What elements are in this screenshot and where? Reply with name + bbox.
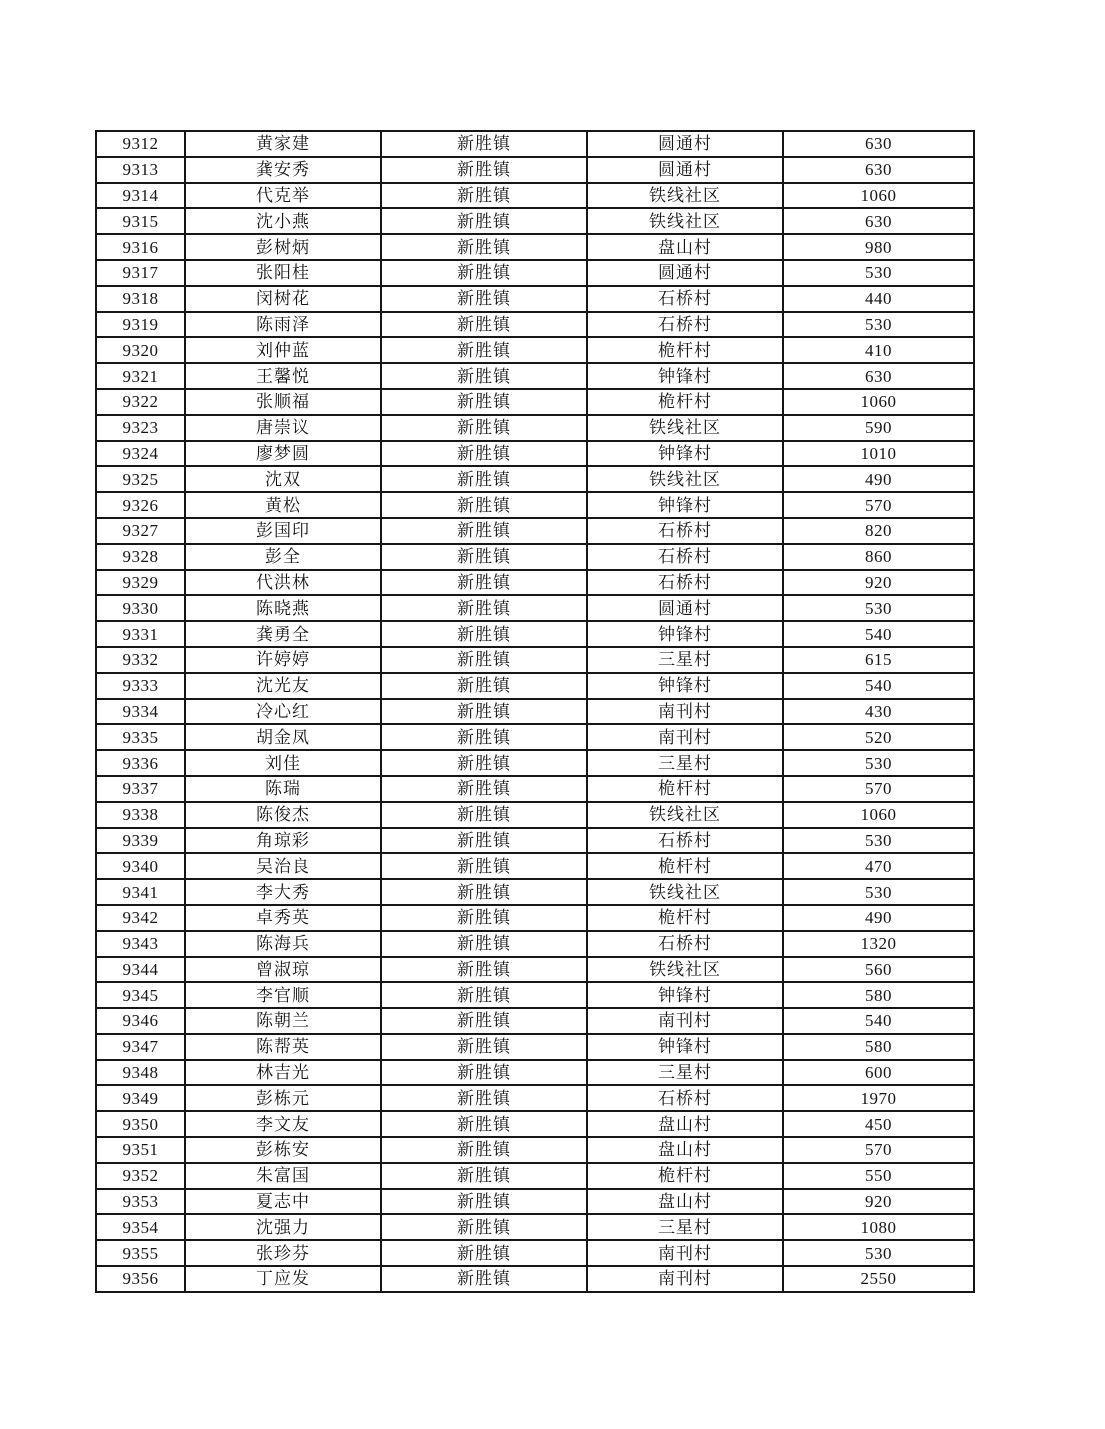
cell-village: 石桥村	[587, 828, 783, 854]
cell-record-id: 9335	[96, 724, 185, 750]
cell-town: 新胜镇	[381, 1060, 587, 1086]
cell-town: 新胜镇	[381, 647, 587, 673]
cell-amount: 560	[783, 957, 974, 983]
cell-village: 桅杆村	[587, 853, 783, 879]
cell-record-id: 9332	[96, 647, 185, 673]
cell-name: 黄家建	[185, 131, 381, 157]
table-row	[96, 415, 974, 441]
cell-town: 新胜镇	[381, 312, 587, 338]
cell-amount: 490	[783, 905, 974, 931]
cell-amount: 580	[783, 1034, 974, 1060]
cell-record-id: 9316	[96, 234, 185, 260]
cell-town: 新胜镇	[381, 621, 587, 647]
cell-record-id: 9338	[96, 802, 185, 828]
cell-record-id: 9339	[96, 828, 185, 854]
cell-amount: 2550	[783, 1266, 974, 1292]
cell-town: 新胜镇	[381, 750, 587, 776]
cell-town: 新胜镇	[381, 1163, 587, 1189]
table-row	[96, 286, 974, 312]
cell-record-id: 9331	[96, 621, 185, 647]
cell-town: 新胜镇	[381, 208, 587, 234]
table-row	[96, 1163, 974, 1189]
cell-village: 钟锋村	[587, 363, 783, 389]
cell-amount: 570	[783, 1137, 974, 1163]
cell-record-id: 9352	[96, 1163, 185, 1189]
table-row	[96, 621, 974, 647]
table-row	[96, 647, 974, 673]
cell-amount: 1010	[783, 441, 974, 467]
table-row	[96, 389, 974, 415]
cell-town: 新胜镇	[381, 415, 587, 441]
cell-record-id: 9314	[96, 183, 185, 209]
cell-town: 新胜镇	[381, 982, 587, 1008]
cell-name: 朱富国	[185, 1163, 381, 1189]
table-row	[96, 337, 974, 363]
cell-town: 新胜镇	[381, 544, 587, 570]
cell-name: 彭栋元	[185, 1085, 381, 1111]
cell-amount: 1080	[783, 1214, 974, 1240]
cell-amount: 570	[783, 492, 974, 518]
cell-name: 丁应发	[185, 1266, 381, 1292]
table-row	[96, 957, 974, 983]
table-row	[96, 260, 974, 286]
cell-record-id: 9325	[96, 466, 185, 492]
cell-amount: 1970	[783, 1085, 974, 1111]
table-row	[96, 750, 974, 776]
table-row	[96, 1214, 974, 1240]
cell-amount: 1060	[783, 183, 974, 209]
cell-village: 铁线社区	[587, 208, 783, 234]
cell-record-id: 9346	[96, 1008, 185, 1034]
cell-town: 新胜镇	[381, 931, 587, 957]
cell-village: 三星村	[587, 750, 783, 776]
cell-town: 新胜镇	[381, 570, 587, 596]
cell-town: 新胜镇	[381, 595, 587, 621]
cell-town: 新胜镇	[381, 337, 587, 363]
cell-name: 吴治良	[185, 853, 381, 879]
cell-town: 新胜镇	[381, 1085, 587, 1111]
cell-name: 李文友	[185, 1111, 381, 1137]
cell-record-id: 9317	[96, 260, 185, 286]
table-row	[96, 982, 974, 1008]
cell-village: 桅杆村	[587, 389, 783, 415]
cell-town: 新胜镇	[381, 699, 587, 725]
cell-name: 闵树花	[185, 286, 381, 312]
cell-record-id: 9343	[96, 931, 185, 957]
cell-name: 沈光友	[185, 673, 381, 699]
cell-name: 陈朝兰	[185, 1008, 381, 1034]
cell-village: 圆通村	[587, 260, 783, 286]
cell-village: 石桥村	[587, 544, 783, 570]
cell-town: 新胜镇	[381, 776, 587, 802]
cell-amount: 630	[783, 208, 974, 234]
cell-town: 新胜镇	[381, 828, 587, 854]
cell-amount: 580	[783, 982, 974, 1008]
cell-village: 桅杆村	[587, 905, 783, 931]
cell-amount: 540	[783, 621, 974, 647]
cell-name: 彭树炳	[185, 234, 381, 260]
cell-record-id: 9342	[96, 905, 185, 931]
cell-town: 新胜镇	[381, 724, 587, 750]
cell-name: 陈俊杰	[185, 802, 381, 828]
table-row	[96, 208, 974, 234]
cell-record-id: 9337	[96, 776, 185, 802]
cell-amount: 410	[783, 337, 974, 363]
cell-record-id: 9344	[96, 957, 185, 983]
cell-amount: 980	[783, 234, 974, 260]
cell-town: 新胜镇	[381, 1266, 587, 1292]
table-row	[96, 905, 974, 931]
cell-village: 石桥村	[587, 1085, 783, 1111]
cell-record-id: 9320	[96, 337, 185, 363]
cell-town: 新胜镇	[381, 389, 587, 415]
cell-town: 新胜镇	[381, 1034, 587, 1060]
cell-record-id: 9340	[96, 853, 185, 879]
cell-amount: 820	[783, 518, 974, 544]
cell-village: 钟锋村	[587, 441, 783, 467]
cell-name: 沈小燕	[185, 208, 381, 234]
cell-amount: 550	[783, 1163, 974, 1189]
cell-amount: 615	[783, 647, 974, 673]
cell-village: 铁线社区	[587, 415, 783, 441]
cell-town: 新胜镇	[381, 879, 587, 905]
cell-record-id: 9312	[96, 131, 185, 157]
cell-name: 沈双	[185, 466, 381, 492]
table-row	[96, 802, 974, 828]
cell-village: 圆通村	[587, 595, 783, 621]
cell-amount: 520	[783, 724, 974, 750]
table-row	[96, 363, 974, 389]
table-row	[96, 544, 974, 570]
table-row	[96, 699, 974, 725]
cell-amount: 1320	[783, 931, 974, 957]
cell-amount: 530	[783, 312, 974, 338]
cell-amount: 530	[783, 260, 974, 286]
cell-name: 李官顺	[185, 982, 381, 1008]
cell-record-id: 9333	[96, 673, 185, 699]
table-row	[96, 1111, 974, 1137]
table-row	[96, 879, 974, 905]
cell-town: 新胜镇	[381, 853, 587, 879]
table-row	[96, 1189, 974, 1215]
cell-record-id: 9328	[96, 544, 185, 570]
cell-town: 新胜镇	[381, 1111, 587, 1137]
cell-amount: 1060	[783, 802, 974, 828]
cell-name: 张珍芬	[185, 1240, 381, 1266]
cell-town: 新胜镇	[381, 1240, 587, 1266]
cell-record-id: 9323	[96, 415, 185, 441]
cell-amount: 440	[783, 286, 974, 312]
cell-record-id: 9318	[96, 286, 185, 312]
cell-name: 彭国印	[185, 518, 381, 544]
cell-record-id: 9350	[96, 1111, 185, 1137]
cell-village: 石桥村	[587, 931, 783, 957]
table-row	[96, 724, 974, 750]
table-row	[96, 131, 974, 157]
table-row	[96, 776, 974, 802]
cell-amount: 530	[783, 879, 974, 905]
cell-name: 代洪林	[185, 570, 381, 596]
cell-town: 新胜镇	[381, 492, 587, 518]
cell-amount: 490	[783, 466, 974, 492]
table-body	[96, 131, 974, 1292]
cell-village: 南刊村	[587, 1240, 783, 1266]
cell-village: 石桥村	[587, 286, 783, 312]
cell-village: 钟锋村	[587, 982, 783, 1008]
cell-village: 南刊村	[587, 699, 783, 725]
cell-name: 张顺福	[185, 389, 381, 415]
cell-town: 新胜镇	[381, 260, 587, 286]
cell-town: 新胜镇	[381, 131, 587, 157]
cell-village: 盘山村	[587, 234, 783, 260]
cell-village: 钟锋村	[587, 1034, 783, 1060]
table-row	[96, 931, 974, 957]
cell-record-id: 9321	[96, 363, 185, 389]
cell-village: 钟锋村	[587, 492, 783, 518]
cell-village: 铁线社区	[587, 183, 783, 209]
cell-name: 廖梦圆	[185, 441, 381, 467]
cell-name: 陈晓燕	[185, 595, 381, 621]
records-table	[95, 130, 975, 1293]
cell-record-id: 9327	[96, 518, 185, 544]
cell-amount: 530	[783, 595, 974, 621]
cell-amount: 430	[783, 699, 974, 725]
table-row	[96, 1008, 974, 1034]
cell-name: 冷心红	[185, 699, 381, 725]
cell-record-id: 9349	[96, 1085, 185, 1111]
cell-village: 石桥村	[587, 312, 783, 338]
cell-record-id: 9322	[96, 389, 185, 415]
cell-record-id: 9334	[96, 699, 185, 725]
cell-town: 新胜镇	[381, 363, 587, 389]
table-row	[96, 1034, 974, 1060]
cell-record-id: 9315	[96, 208, 185, 234]
cell-amount: 920	[783, 570, 974, 596]
cell-village: 铁线社区	[587, 466, 783, 492]
cell-village: 圆通村	[587, 157, 783, 183]
table-row	[96, 518, 974, 544]
cell-record-id: 9353	[96, 1189, 185, 1215]
table-row	[96, 183, 974, 209]
table-row	[96, 1137, 974, 1163]
cell-town: 新胜镇	[381, 286, 587, 312]
table-row	[96, 1085, 974, 1111]
cell-town: 新胜镇	[381, 183, 587, 209]
cell-record-id: 9354	[96, 1214, 185, 1240]
table-row	[96, 673, 974, 699]
cell-town: 新胜镇	[381, 957, 587, 983]
cell-amount: 540	[783, 673, 974, 699]
cell-village: 铁线社区	[587, 802, 783, 828]
cell-village: 圆通村	[587, 131, 783, 157]
cell-record-id: 9355	[96, 1240, 185, 1266]
cell-village: 桅杆村	[587, 1163, 783, 1189]
cell-village: 三星村	[587, 647, 783, 673]
cell-record-id: 9313	[96, 157, 185, 183]
cell-village: 钟锋村	[587, 621, 783, 647]
table-row	[96, 1240, 974, 1266]
table-row	[96, 828, 974, 854]
cell-name: 龚勇全	[185, 621, 381, 647]
cell-amount: 920	[783, 1189, 974, 1215]
cell-village: 南刊村	[587, 1008, 783, 1034]
cell-name: 陈帮英	[185, 1034, 381, 1060]
cell-amount: 530	[783, 750, 974, 776]
cell-name: 张阳桂	[185, 260, 381, 286]
cell-name: 王馨悦	[185, 363, 381, 389]
cell-town: 新胜镇	[381, 466, 587, 492]
cell-record-id: 9324	[96, 441, 185, 467]
cell-record-id: 9356	[96, 1266, 185, 1292]
table-row	[96, 853, 974, 879]
table-row	[96, 441, 974, 467]
cell-name: 代克举	[185, 183, 381, 209]
table-row	[96, 157, 974, 183]
cell-record-id: 9336	[96, 750, 185, 776]
cell-name: 卓秀英	[185, 905, 381, 931]
cell-town: 新胜镇	[381, 673, 587, 699]
cell-town: 新胜镇	[381, 1008, 587, 1034]
cell-village: 石桥村	[587, 570, 783, 596]
cell-village: 盘山村	[587, 1111, 783, 1137]
table-row	[96, 1060, 974, 1086]
table-row	[96, 492, 974, 518]
cell-record-id: 9347	[96, 1034, 185, 1060]
cell-village: 盘山村	[587, 1137, 783, 1163]
cell-name: 刘仲蓝	[185, 337, 381, 363]
table-row	[96, 1266, 974, 1292]
cell-amount: 630	[783, 157, 974, 183]
cell-name: 林吉光	[185, 1060, 381, 1086]
cell-town: 新胜镇	[381, 802, 587, 828]
cell-amount: 450	[783, 1111, 974, 1137]
cell-village: 南刊村	[587, 724, 783, 750]
cell-town: 新胜镇	[381, 441, 587, 467]
cell-village: 石桥村	[587, 518, 783, 544]
cell-village: 铁线社区	[587, 957, 783, 983]
cell-name: 角琼彩	[185, 828, 381, 854]
cell-name: 陈雨泽	[185, 312, 381, 338]
cell-name: 陈海兵	[185, 931, 381, 957]
cell-record-id: 9319	[96, 312, 185, 338]
cell-village: 三星村	[587, 1214, 783, 1240]
cell-amount: 630	[783, 131, 974, 157]
cell-amount: 570	[783, 776, 974, 802]
table-row	[96, 595, 974, 621]
cell-name: 夏志中	[185, 1189, 381, 1215]
table-row	[96, 466, 974, 492]
cell-name: 胡金凤	[185, 724, 381, 750]
cell-name: 唐崇议	[185, 415, 381, 441]
cell-town: 新胜镇	[381, 1137, 587, 1163]
cell-village: 盘山村	[587, 1189, 783, 1215]
cell-amount: 540	[783, 1008, 974, 1034]
cell-village: 桅杆村	[587, 776, 783, 802]
cell-name: 曾淑琼	[185, 957, 381, 983]
cell-village: 桅杆村	[587, 337, 783, 363]
cell-name: 沈强力	[185, 1214, 381, 1240]
cell-name: 陈瑞	[185, 776, 381, 802]
cell-name: 黄松	[185, 492, 381, 518]
cell-village: 三星村	[587, 1060, 783, 1086]
cell-town: 新胜镇	[381, 1214, 587, 1240]
cell-name: 刘佳	[185, 750, 381, 776]
cell-record-id: 9326	[96, 492, 185, 518]
cell-amount: 600	[783, 1060, 974, 1086]
cell-amount: 1060	[783, 389, 974, 415]
cell-record-id: 9329	[96, 570, 185, 596]
cell-village: 钟锋村	[587, 673, 783, 699]
cell-town: 新胜镇	[381, 905, 587, 931]
cell-record-id: 9351	[96, 1137, 185, 1163]
cell-name: 许婷婷	[185, 647, 381, 673]
cell-record-id: 9345	[96, 982, 185, 1008]
cell-amount: 590	[783, 415, 974, 441]
table-row	[96, 312, 974, 338]
cell-name: 李大秀	[185, 879, 381, 905]
cell-name: 彭栋安	[185, 1137, 381, 1163]
cell-amount: 470	[783, 853, 974, 879]
cell-amount: 530	[783, 1240, 974, 1266]
table-row	[96, 570, 974, 596]
cell-town: 新胜镇	[381, 234, 587, 260]
cell-record-id: 9341	[96, 879, 185, 905]
cell-town: 新胜镇	[381, 518, 587, 544]
cell-name: 龚安秀	[185, 157, 381, 183]
cell-village: 南刊村	[587, 1266, 783, 1292]
cell-amount: 630	[783, 363, 974, 389]
table-row	[96, 234, 974, 260]
cell-town: 新胜镇	[381, 157, 587, 183]
cell-village: 铁线社区	[587, 879, 783, 905]
cell-name: 彭全	[185, 544, 381, 570]
cell-amount: 530	[783, 828, 974, 854]
cell-record-id: 9330	[96, 595, 185, 621]
cell-town: 新胜镇	[381, 1189, 587, 1215]
cell-record-id: 9348	[96, 1060, 185, 1086]
cell-amount: 860	[783, 544, 974, 570]
